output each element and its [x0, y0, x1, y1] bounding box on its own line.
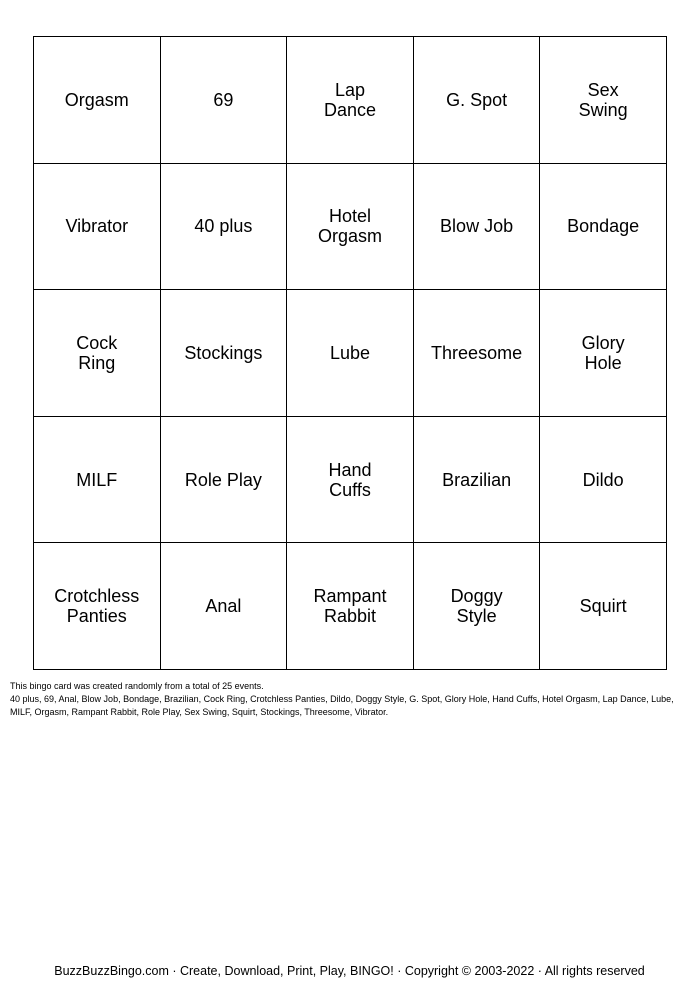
bingo-cell-line: 69	[213, 89, 234, 110]
bingo-cell	[160, 543, 287, 670]
bingo-card-body	[34, 37, 667, 670]
generation-note: This bingo card was created randomly from a total of 25 events.	[10, 681, 264, 691]
bingo-cell-text	[451, 586, 503, 626]
bingo-cell-line: Lap	[334, 79, 365, 100]
bingo-cell	[160, 290, 287, 417]
bingo-cell-text	[442, 470, 511, 490]
bingo-cell	[413, 416, 540, 543]
bingo-cell-text	[580, 596, 627, 616]
bingo-cell-text	[446, 90, 507, 110]
bingo-cell-line: Style	[456, 606, 497, 627]
bingo-cell-line: Ring	[78, 352, 116, 373]
bingo-cell-line: Role Play	[184, 469, 262, 490]
bingo-cell-line: Blow Job	[440, 216, 514, 237]
bingo-cell-line: Threesome	[431, 342, 523, 363]
bingo-cell-text	[582, 333, 625, 373]
bingo-cell-line: Rabbit	[323, 606, 376, 627]
bingo-row	[34, 163, 667, 290]
bingo-cell-line: Sex	[587, 79, 619, 100]
bingo-cell	[34, 163, 161, 290]
bingo-cell-text	[205, 596, 241, 616]
bingo-cell-line: G. Spot	[446, 89, 508, 110]
bingo-cell-line: Brazilian	[442, 469, 512, 490]
bingo-cell-text	[313, 586, 386, 626]
bingo-cell	[413, 290, 540, 417]
bingo-cell-line: Swing	[578, 99, 628, 120]
bingo-cell-text	[54, 586, 139, 626]
bingo-cell-line: Hand	[328, 459, 372, 480]
bingo-card-grid	[33, 36, 667, 670]
bingo-cell-line: Cuffs	[329, 479, 371, 500]
bingo-cell-line: Stockings	[184, 342, 263, 363]
bingo-cell	[287, 416, 414, 543]
bingo-cell	[34, 37, 161, 164]
bingo-cell-line: Squirt	[579, 596, 627, 617]
bingo-cell	[34, 543, 161, 670]
bingo-cell	[287, 290, 414, 417]
bingo-cell-text	[567, 216, 639, 236]
bingo-row	[34, 290, 667, 417]
bingo-cell-line: Anal	[205, 596, 242, 617]
bingo-cell-text	[440, 216, 513, 236]
bingo-row	[34, 416, 667, 543]
bingo-cell	[540, 163, 667, 290]
bingo-cell	[540, 290, 667, 417]
bingo-cell-line: Glory	[581, 332, 625, 353]
bingo-cell-line: Dance	[323, 99, 376, 120]
page-footer: BuzzBuzzBingo.com · Create, Download, Print, Play, BINGO! · Copyright © 2003-2022 · All rights reserved	[54, 964, 645, 978]
bingo-cell-line: MILF	[76, 469, 118, 490]
bingo-cell-line: Hole	[584, 352, 622, 373]
bingo-cell	[413, 37, 540, 164]
bingo-cell-text	[330, 343, 370, 363]
bingo-cell-text	[318, 206, 382, 246]
bingo-cell-line: Rampant	[313, 586, 387, 607]
bingo-cell-text	[194, 216, 252, 236]
bingo-cell	[160, 416, 287, 543]
bingo-cell-line: Orgasm	[317, 226, 382, 247]
bingo-cell	[287, 543, 414, 670]
bingo-cell-line: Vibrator	[65, 216, 129, 237]
bingo-cell-text	[76, 333, 117, 373]
bingo-cell-text	[579, 80, 628, 120]
bingo-cell-text	[185, 470, 262, 490]
bingo-cell	[287, 163, 414, 290]
bingo-cell-line: Crotchless	[54, 586, 140, 607]
bingo-cell-line: Hotel	[328, 206, 371, 227]
bingo-cell-text	[65, 90, 129, 110]
bingo-cell-text	[328, 460, 371, 500]
bingo-cell-line: 40 plus	[194, 216, 253, 237]
bingo-cell	[160, 37, 287, 164]
bingo-cell	[413, 163, 540, 290]
card-notes	[10, 680, 695, 719]
bingo-cell-text	[76, 470, 117, 490]
bingo-cell-line: Doggy	[450, 586, 503, 607]
bingo-cell	[540, 37, 667, 164]
bingo-cell-line: Dildo	[582, 469, 624, 490]
bingo-cell-text	[213, 90, 233, 110]
bingo-cell	[287, 37, 414, 164]
bingo-cell-line: Panties	[66, 606, 127, 627]
bingo-cell-text	[431, 343, 522, 363]
bingo-cell	[413, 543, 540, 670]
bingo-cell	[540, 543, 667, 670]
event-list: 40 plus, 69, Anal, Blow Job, Bondage, Brazilian, Cock Ring, Crotchless Panties, Dildo, Doggy Style, G. Spot, Glory Hole, Hand Cuffs, Hotel Orgasm, Lap Dance, Lube, MILF, Orgasm, Rampant Rabbit, Role Play, Sex Swing, Squirt, Stockings, Threesome, Vibrator.	[10, 694, 674, 717]
bingo-cell	[34, 416, 161, 543]
bingo-cell-text	[65, 216, 128, 236]
bingo-cell-line: Lube	[329, 342, 370, 363]
bingo-cell-text	[324, 80, 376, 120]
bingo-cell	[160, 163, 287, 290]
bingo-row	[34, 543, 667, 670]
bingo-cell-line: Orgasm	[64, 89, 129, 110]
bingo-cell-line: Bondage	[567, 216, 640, 237]
bingo-row	[34, 37, 667, 164]
bingo-cell-line: Cock	[76, 332, 118, 353]
bingo-cell-text	[583, 470, 624, 490]
bingo-cell	[34, 290, 161, 417]
bingo-cell-text	[184, 343, 262, 363]
bingo-cell	[540, 416, 667, 543]
